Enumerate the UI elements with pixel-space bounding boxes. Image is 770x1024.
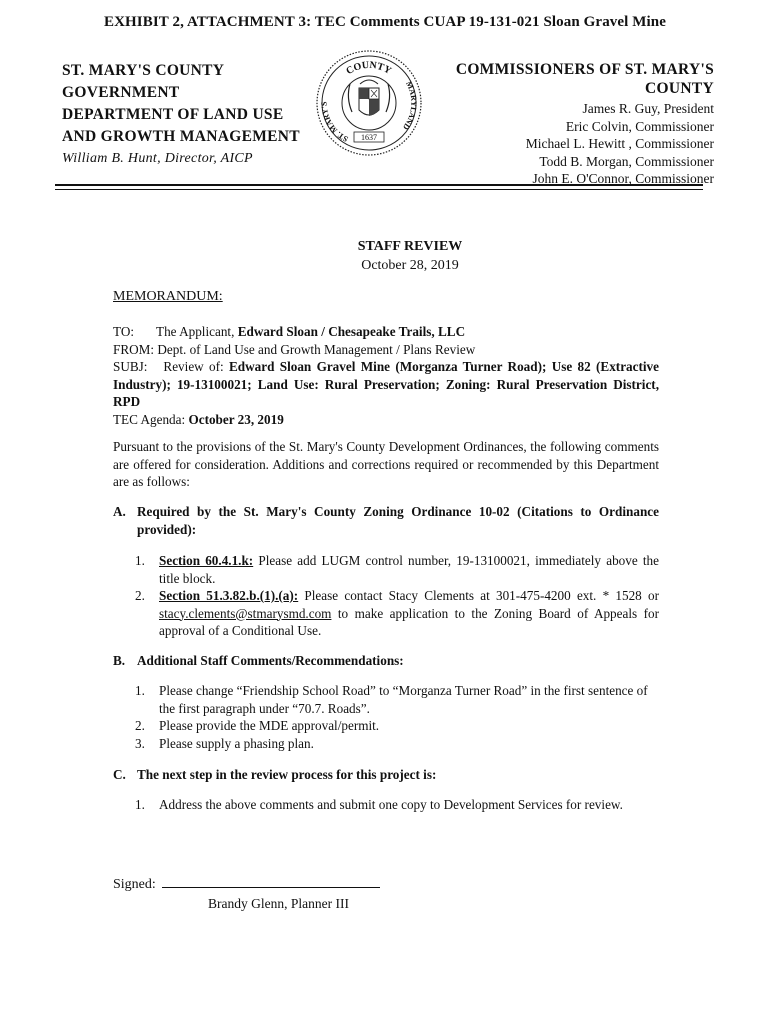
signed-label: Signed: — [113, 877, 156, 892]
svg-text:COUNTY — [344, 60, 393, 77]
svg-text:ST. MARY'S — [320, 101, 350, 144]
to-value: Edward Sloan / Chesapeake Trails, LLC — [237, 324, 466, 339]
list-item — [135, 587, 659, 640]
svg-text:MARYLAND — [401, 80, 419, 132]
item-text: Please provide the MDE approval/permit. — [159, 718, 380, 733]
section-c-letter: C. — [113, 767, 126, 782]
commissioners-title-1: COMMISSIONERS OF ST. MARY'S — [455, 61, 714, 78]
section-b-letter: B. — [113, 653, 126, 668]
header-divider-thin — [55, 189, 703, 190]
seal-year: 1637 — [361, 133, 377, 142]
section-b-heading — [113, 652, 659, 670]
item-number: 1. — [135, 797, 145, 812]
county-government-header — [62, 60, 300, 170]
section-a-letter: A. — [113, 504, 126, 519]
section-a-list — [135, 552, 659, 640]
staff-review-title: STAFF REVIEW — [357, 239, 463, 254]
commissioner-list — [456, 100, 714, 188]
section-a-title: Required by the St. Mary's County Zoning Ordinance 10-02 (Citations to Ordinance provided): — [137, 504, 659, 537]
ordinance-citation-link[interactable]: Section 60.4.1.k: — [159, 553, 254, 568]
item-text-continued: to make application to the Zoning Board of Appeals for approval of a Conditional Use. — [159, 605, 659, 638]
list-item — [135, 735, 659, 753]
item-text: Please supply a phasing plan. — [159, 735, 314, 751]
signer-name: Brandy Glenn, Planner III — [208, 896, 349, 911]
section-b-title: Additional Staff Comments/Recommendations: — [137, 653, 404, 668]
signature-blank — [162, 877, 380, 888]
item-number: 1. — [135, 683, 145, 698]
header-line-1: ST. MARY'S COUNTY — [62, 62, 225, 79]
ordinance-citation-link[interactable]: Section 51.3.82.b.(1).(a): — [159, 588, 299, 603]
subj-prefix: Review of: — [163, 359, 229, 374]
to-line — [113, 323, 659, 341]
section-c-title: The next step in the review process for this project is: — [137, 767, 437, 782]
item-text: Please contact Stacy Clements at 301-475-4200 ext. * 1528 or — [298, 588, 659, 603]
section-a-heading — [113, 503, 659, 538]
from-line — [113, 341, 659, 359]
commissioner: Michael L. Hewitt , Commissioner — [525, 136, 714, 151]
list-item — [135, 552, 659, 587]
commissioner: John E. O'Connor, Commissioner — [532, 171, 714, 186]
item-number: 3. — [135, 735, 145, 751]
item-number: 2. — [135, 588, 145, 603]
county-seal-icon — [314, 48, 424, 158]
commissioners-title-2: COUNTY — [645, 80, 714, 97]
seal-left-text: ST. MARY'S — [319, 101, 350, 144]
tec-value: October 23, 2019 — [188, 411, 284, 427]
item-number: 2. — [135, 718, 145, 733]
memo-header-fields — [113, 323, 659, 428]
commissioners-header — [456, 60, 714, 188]
to-prefix: The Applicant, — [156, 324, 238, 339]
item-text: Please change “Friendship School Road” to “Morganza Turner Road” in the first sentence of the first paragraph under “70.7. Roads”. — [159, 683, 648, 716]
tec-line — [113, 411, 659, 429]
to-label: TO: — [113, 324, 135, 339]
section-b-list — [135, 682, 659, 752]
header-divider — [55, 184, 703, 186]
section-c-list — [135, 796, 659, 814]
seal-right-text: MARYLAND — [400, 79, 419, 132]
commissioner: James R. Guy, President — [582, 101, 714, 116]
commissioner: Todd B. Morgan, Commissioner — [539, 153, 714, 169]
exhibit-title: EXHIBIT 2, ATTACHMENT 3: TEC Comments CUAP 19-131-021 Sloan Gravel Mine — [104, 14, 666, 30]
from-value: Dept. of Land Use and Growth Management / Plans Review — [157, 341, 476, 357]
subj-label: SUBJ: — [113, 359, 148, 374]
subj-value: Edward Sloan Gravel Mine (Morganza Turner Road); Use 82 (Extractive Industry); 19-13100021; Land Use: Rural Preservation; Zoning: Rural Preservation District, RPD — [113, 359, 659, 409]
pursuant-paragraph: Pursuant to the provisions of the St. Mary's County Development Ordinances, the following comments are offered for consideration. Additions and corrections required or recommended by this Department are as follows: — [113, 439, 659, 489]
signature-line — [113, 877, 380, 893]
list-item — [135, 796, 659, 814]
staff-review-date: October 28, 2019 — [361, 258, 459, 273]
subj-line — [113, 358, 659, 411]
header-line-4: AND GROWTH MANAGEMENT — [62, 128, 300, 145]
from-label: FROM: — [113, 341, 155, 357]
item-text: Address the above comments and submit one copy to Development Services for review. — [159, 797, 623, 812]
header-line-3: DEPARTMENT OF LAND USE — [62, 106, 284, 123]
seal-top-text: COUNTY — [344, 59, 394, 78]
header-line-2: GOVERNMENT — [62, 84, 180, 101]
tec-label: TEC Agenda: — [113, 411, 189, 427]
memorandum-heading: MEMORANDUM: — [113, 289, 223, 304]
list-item — [135, 682, 659, 717]
section-c-heading — [113, 766, 659, 784]
list-item — [135, 717, 659, 735]
item-text: Please add LUGM control number, 19-13100021, immediately above the title block. — [159, 553, 659, 586]
staff-review-block — [0, 237, 770, 275]
item-number: 1. — [135, 553, 145, 568]
director-name: William B. Hunt, Director, AICP — [62, 151, 253, 166]
email-link[interactable]: stacy.clements@stmarysmd.com — [159, 605, 332, 621]
commissioner: Eric Colvin, Commissioner — [565, 118, 714, 134]
